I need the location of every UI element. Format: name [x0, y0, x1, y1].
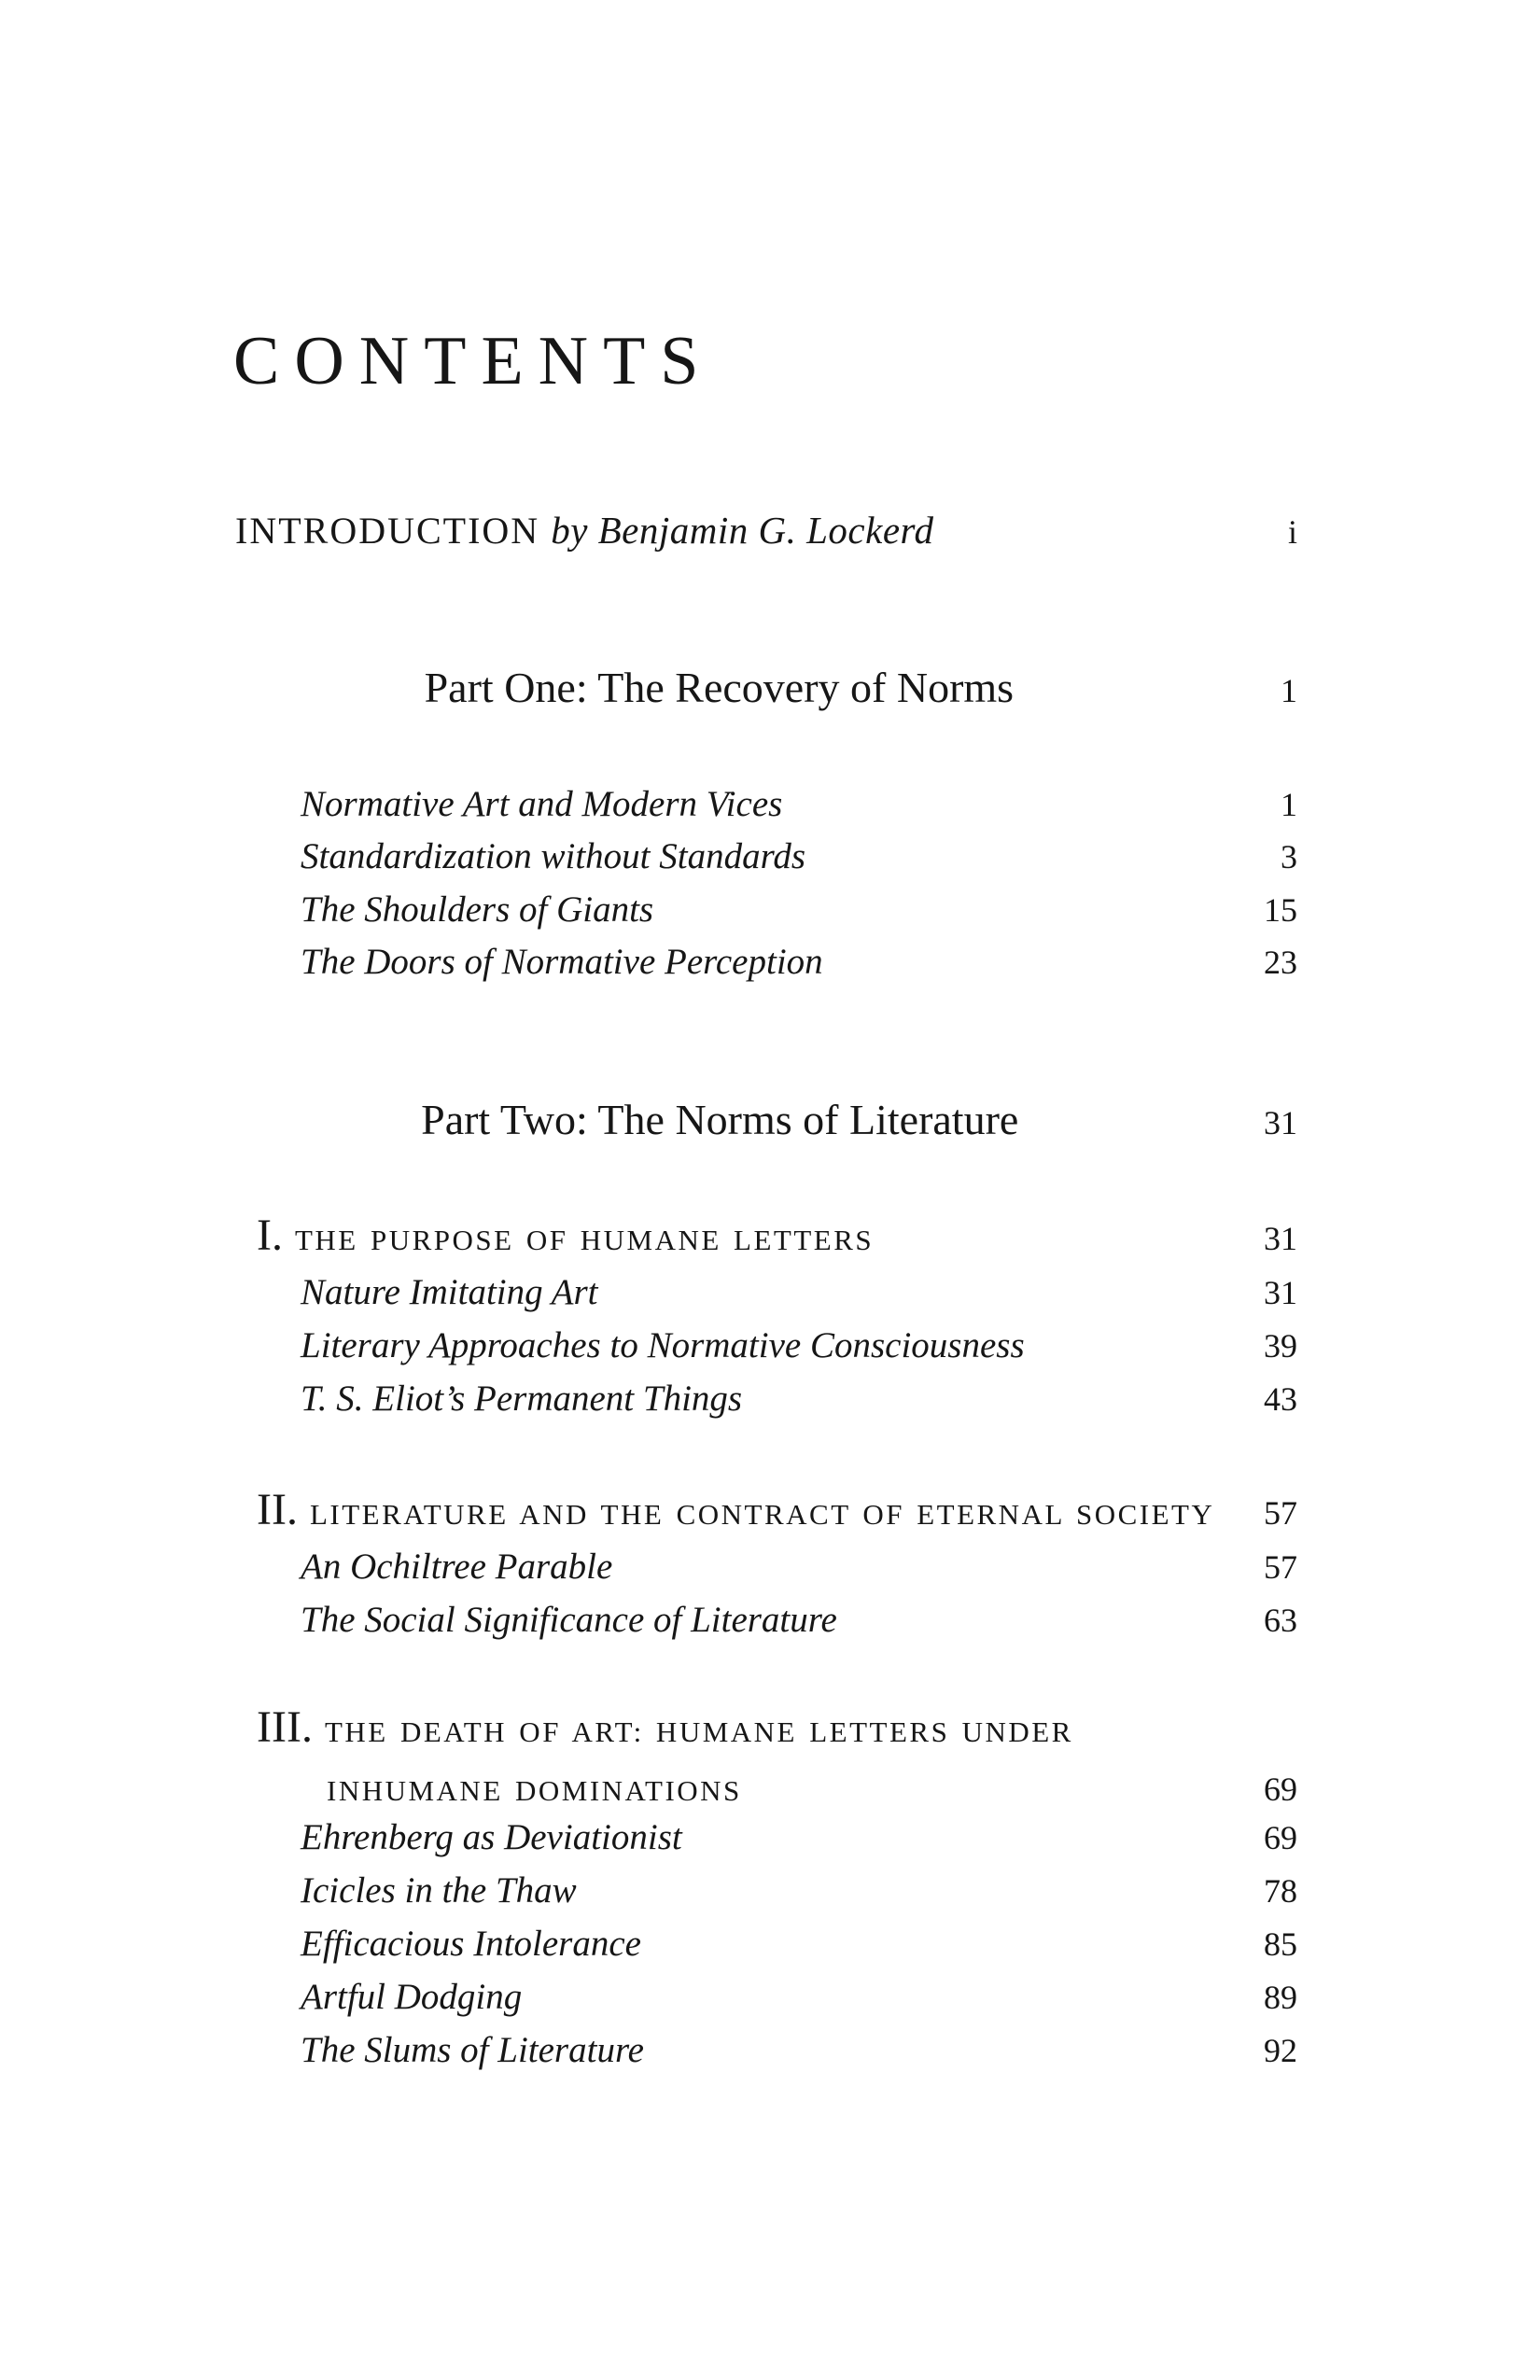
- toc-entry: [301, 1979, 1297, 2015]
- section-heading: [257, 1485, 1215, 1534]
- toc-entry: [301, 1548, 1297, 1585]
- toc-entry-page: 39: [1264, 1327, 1297, 1365]
- toc-entry-page: 31: [1264, 1274, 1297, 1311]
- part-one-heading: Part One: The Recovery of Norms: [424, 664, 1015, 711]
- toc-entry-title: The Social Significance of Literature: [301, 1600, 837, 1640]
- section-heading-text-line2: INHUMANE DOMINATIONS: [327, 1774, 742, 1807]
- toc-entry: [301, 1327, 1297, 1364]
- toc-entry-title: An Ochiltree Parable: [301, 1547, 613, 1587]
- section-numeral: II.: [257, 1485, 298, 1534]
- section-heading-text: THE PURPOSE OF HUMANE LETTERS: [294, 1224, 875, 1256]
- introduction-byline: by Benjamin G. Lockerd: [551, 509, 934, 552]
- section-heading: [257, 1213, 874, 1258]
- part-one-heading-row: [235, 666, 1297, 709]
- toc-entry-title: Icicles in the Thaw: [301, 1870, 577, 1911]
- spacer: [1014, 666, 1297, 709]
- toc-entry-page: 31: [1264, 1104, 1297, 1141]
- section-heading-row: [257, 1213, 1297, 1258]
- toc-entry-title: The Shoulders of Giants: [301, 889, 654, 930]
- section-heading-row: [257, 1702, 1297, 1752]
- toc-entry-page: i: [1287, 513, 1297, 551]
- introduction-label: INTRODUCTION: [235, 510, 540, 552]
- section-numeral: III.: [257, 1702, 313, 1752]
- toc-entry-page: 69: [1264, 1771, 1297, 1808]
- toc-entry: [301, 838, 1297, 875]
- toc-entry-page: 89: [1264, 1979, 1297, 2016]
- toc-entry-page: 57: [1264, 1548, 1297, 1586]
- toc-entry: [301, 1274, 1297, 1310]
- toc-entry-page: 23: [1264, 944, 1297, 981]
- toc-entry-page: 78: [1264, 1872, 1297, 1910]
- toc-entry-page: 3: [1281, 838, 1297, 875]
- toc-entry: [301, 786, 1297, 822]
- toc-entry-page: 63: [1264, 1602, 1297, 1639]
- toc-entry-label: [235, 511, 933, 550]
- toc-entry-title: Nature Imitating Art: [301, 1272, 598, 1312]
- toc-entry: [301, 1872, 1297, 1909]
- toc-entry-page: 1: [1281, 672, 1297, 709]
- toc-entry: [301, 2032, 1297, 2068]
- toc-entry: [301, 944, 1297, 980]
- toc-entry-title: Normative Art and Modern Vices: [301, 784, 783, 824]
- toc-entry: [301, 1602, 1297, 1638]
- part-two-heading-row: [235, 1096, 1297, 1143]
- toc-entry-title: Literary Approaches to Normative Consciousness: [301, 1325, 1025, 1365]
- toc-entry-page: 92: [1264, 2032, 1297, 2069]
- toc-entry-page: 69: [1264, 1819, 1297, 1856]
- section-heading-text: LITERATURE AND THE CONTRACT OF ETERNAL SOCIETY: [309, 1498, 1215, 1531]
- section-heading-row-continued: [327, 1772, 1297, 1806]
- section-heading: [257, 1702, 1073, 1752]
- toc-entry: [301, 1819, 1297, 1855]
- toc-entry-title: Efficacious Intolerance: [301, 1924, 641, 1964]
- spacer: [1018, 1099, 1297, 1141]
- toc-entry-page: 1: [1281, 786, 1297, 823]
- toc-entry-introduction: [235, 511, 1297, 550]
- section-heading-row: [257, 1485, 1297, 1534]
- toc-entry-page: 15: [1264, 891, 1297, 929]
- toc-entry: [301, 891, 1297, 928]
- part-two-heading: Part Two: The Norms of Literature: [421, 1096, 1019, 1143]
- toc-entry-page: 57: [1264, 1494, 1297, 1532]
- section-heading-text-line1: THE DEATH OF ART: HUMANE LETTERS UNDER: [324, 1715, 1073, 1748]
- section-numeral: I.: [257, 1211, 283, 1260]
- toc-entry-title: The Slums of Literature: [301, 2030, 644, 2070]
- toc-entry-page: 43: [1264, 1380, 1297, 1418]
- toc-entry: [301, 1380, 1297, 1417]
- toc-entry-title: Ehrenberg as Deviationist: [301, 1817, 682, 1857]
- toc-entry-title: The Doors of Normative Perception: [301, 942, 823, 982]
- toc-entry-title: Standardization without Standards: [301, 836, 806, 876]
- toc-entry-page: 85: [1264, 1925, 1297, 1963]
- toc-entry-page: 31: [1264, 1220, 1297, 1257]
- toc-entry-title: T. S. Eliot’s Permanent Things: [301, 1379, 743, 1419]
- toc-entry-title: Artful Dodging: [301, 1977, 523, 2017]
- toc-entry: [301, 1925, 1297, 1962]
- page-title: CONTENTS: [233, 323, 714, 399]
